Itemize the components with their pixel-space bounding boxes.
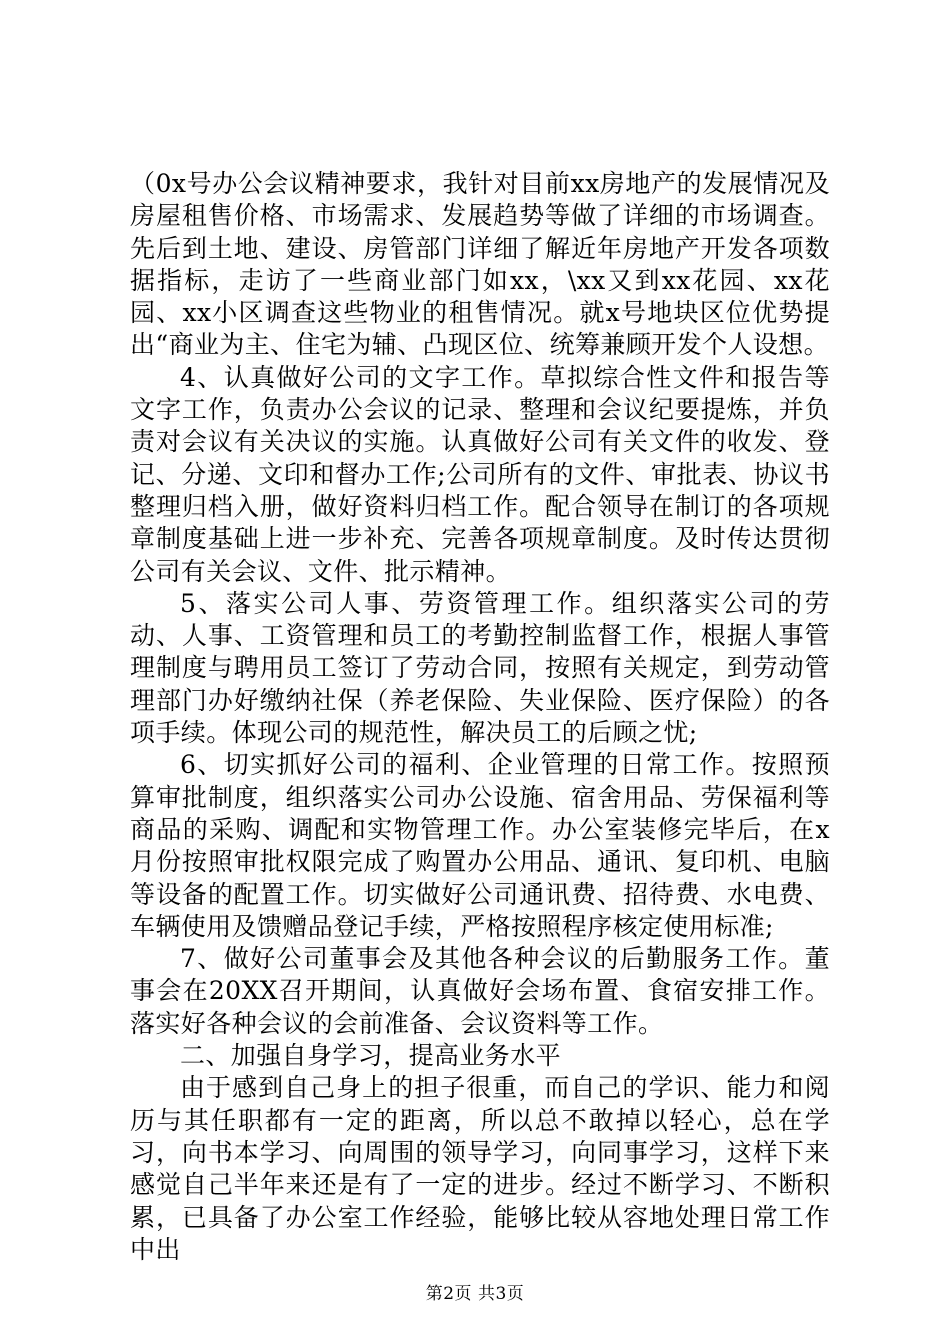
paragraph-1: （0x号办公会议精神要求，我针对目前xx房地产的发展情况及房屋租售价格、市场需求、发展趋势等做了详细的市场调查。先后到土地、建设、房管部门详细了解近年房地产开发各项数据指标，走访了一些商业部门如xx，\xx又到xx花园、xx花园、xx小区调查这些物业的租售情况。就x号地块区位优势提出“商业为主、住宅为辅、凸现区位、统筹兼顾开发个人设想。 xyxy=(130,169,830,360)
paragraph-3: 5、落实公司人事、劳资管理工作。组织落实公司的劳动、人事、工资管理和员工的考勤控制监督工作，根据人事管理制度与聘用员工签订了劳动合同，按照有关规定，到劳动管理部门办好缴纳社保（养老保险、失业保险、医疗保险）的各项手续。体现公司的规范性，解决员工的后顾之忧; xyxy=(130,588,830,748)
document-body xyxy=(130,168,830,1266)
paragraph-4: 6、切实抓好公司的福利、企业管理的日常工作。按照预算审批制度，组织落实公司办公设施、宿舍用品、劳保福利等商品的采购、调配和实物管理工作。办公室装修完毕后，在x月份按照审批权限完成了购置办公用品、通讯、复印机、电脑等设备的配置工作。切实做好公司通讯费、招待费、水电费、车辆使用及馈赠品登记手续，严格按照程序核定使用标准; xyxy=(130,750,830,941)
paragraph-5: 7、做好公司董事会及其他各种会议的后勤服务工作。董事会在20XX召开期间，认真做好会场布置、食宿安排工作。落实好各种会议的会前准备、会议资料等工作。 xyxy=(130,944,830,1038)
section-heading: 二、加强自身学习，提高业务水平 xyxy=(180,1041,562,1071)
paragraph-2: 4、认真做好公司的文字工作。草拟综合性文件和报告等文字工作，负责办公会议的记录、整理和会议纪要提炼，并负责对会议有关决议的实施。认真做好公司有关文件的收发、登记、分递、文印和督办工作;公司所有的文件、审批表、协议书整理归档入册，做好资料归档工作。配合领导在制订的各项规章制度基础上进一步补充、完善各项规章制度。及时传达贯彻公司有关会议、文件、批示精神。 xyxy=(130,362,830,586)
page-number-footer: 第2页 共3页 xyxy=(425,1284,525,1304)
paragraph-6: 由于感到自己身上的担子很重，而自己的学识、能力和阅历与其任职都有一定的距离，所以总不敢掉以轻心，总在学习，向书本学习、向周围的领导学习，向同事学习，这样下来感觉自己半年来还是有了一定的进步。经过不断学习、不断积累，已具备了办公室工作经验，能够比较从容地处理日常工作中出 xyxy=(130,1073,830,1264)
